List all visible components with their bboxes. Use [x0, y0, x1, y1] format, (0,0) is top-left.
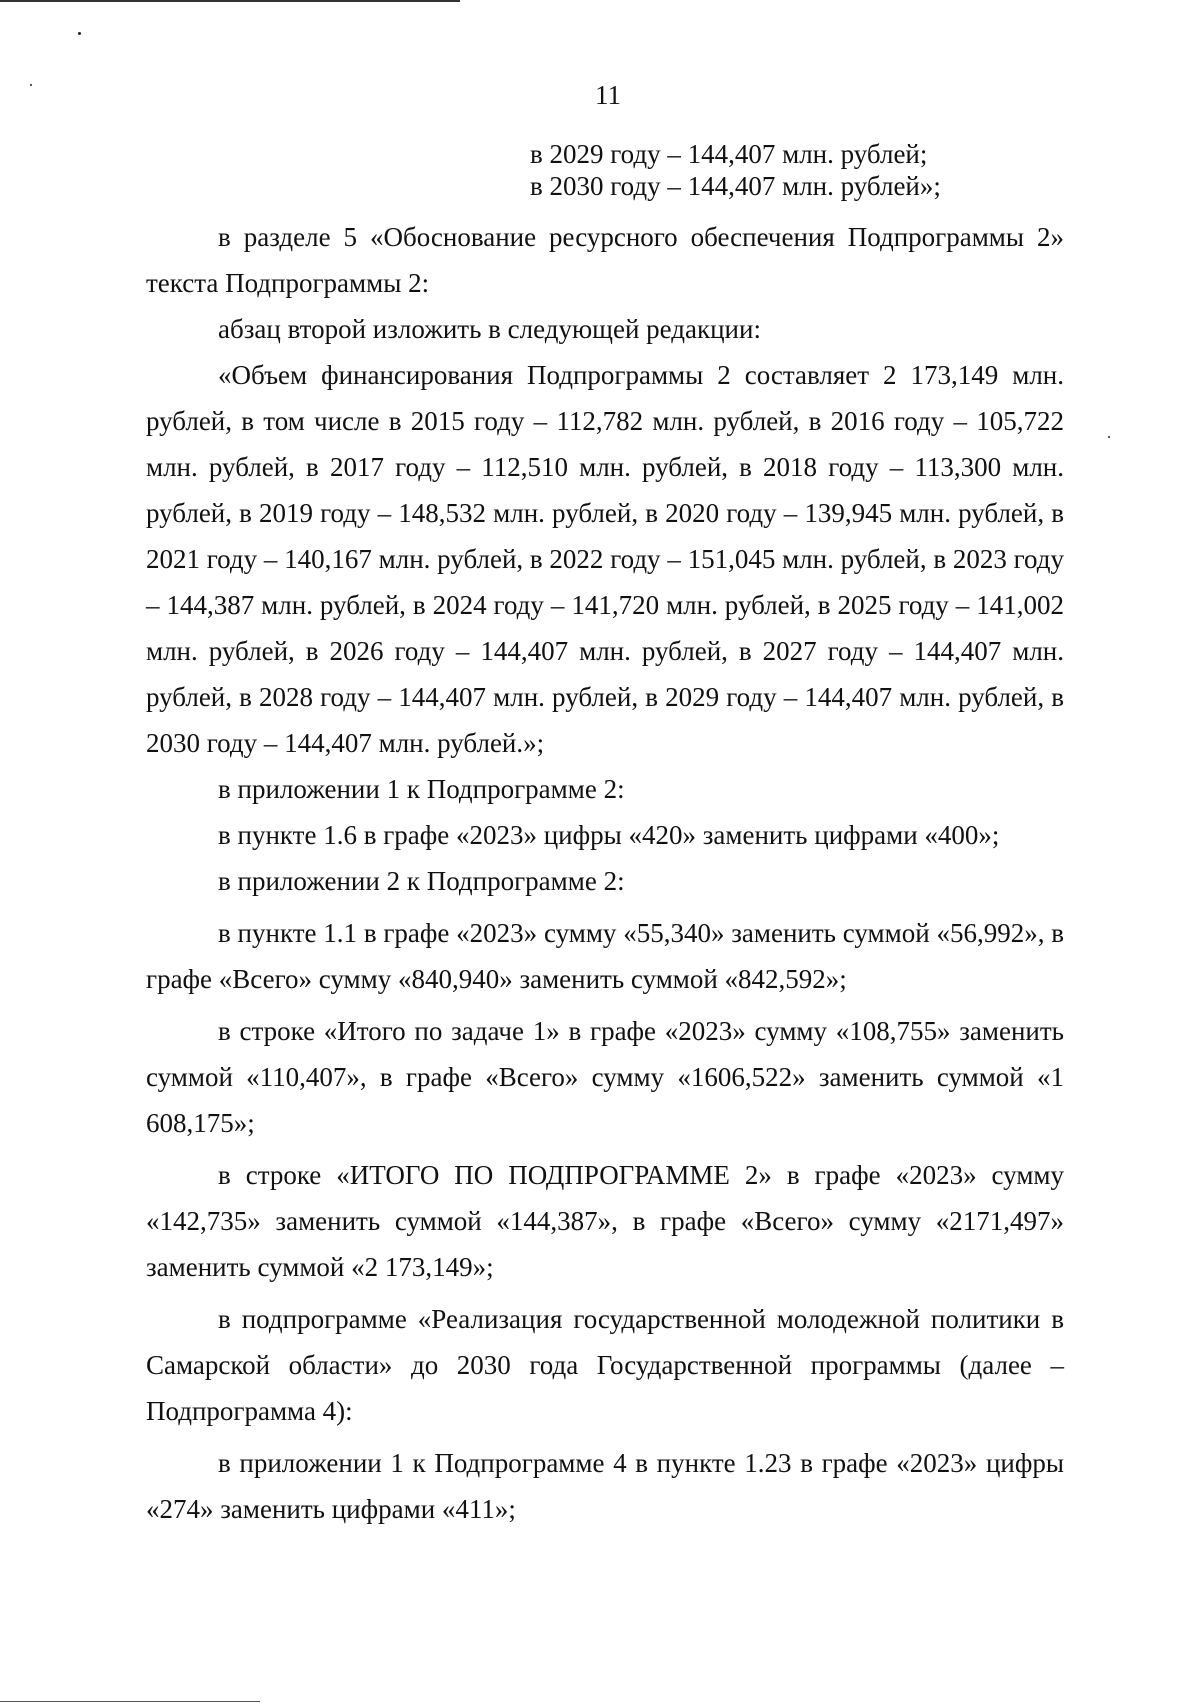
paragraph-subprogram-2-total: в строке «ИТОГО ПО ПОДПРОГРАММЕ 2» в графе «2023» сумму «142,735» заменить суммой «144,387», в графе «Всего» сумму «2171,497» заменить суммой «2 173,149»; [146, 1160, 1064, 1282]
paragraph-instruction: абзац второй изложить в следующей редакции: [218, 314, 761, 344]
paragraph-subprogram-4-intro: в подпрограмме «Реализация государственной молодежной политики в Самарской области» до 2030 года Государственной программы (далее – Подпрограмма 4): [146, 1304, 1064, 1426]
paragraph-appendix-1-intro: в приложении 1 к Подпрограмме 2: [218, 774, 625, 804]
paragraph-financing-volume: «Объем финансирования Подпрограммы 2 составляет 2 173,149 млн. рублей, в том числе в 2015 году – 112,782 млн. рублей, в 2016 году – 105,722 млн. рублей, в 2017 году – 112,510 млн. рублей, в 2018 году – 113,300 млн. рублей, в 2019 году – 148,532 млн. рублей, в 2020 году – 139,945 млн. рублей, в 2021 году – 140,167 млн. рублей, в 2022 году – 151,045 млн. рублей, в 2023 году – 144,387 млн. рублей, в 2024 году – 141,720 млн. рублей, в 2025 году – 141,002 млн. рублей, в 2026 году – 144,407 млн. рублей, в 2027 году – 144,407 млн. рублей, в 2028 году – 144,407 млн. рублей, в 2029 году – 144,407 млн. рублей, в 2030 году – 144,407 млн. рублей.»; [146, 360, 1064, 758]
paragraph-item-1-1: в пункте 1.1 в графе «2023» сумму «55,340» заменить суммой «56,992», в графе «Всего» сумму «840,940» заменить суммой «842,592»; [146, 918, 1064, 994]
scan-edge-bottom [0, 1701, 260, 1702]
financing-line: в 2029 году – 144,407 млн. рублей; [530, 139, 928, 169]
scan-speck [78, 32, 81, 35]
paragraph-section-5-intro: в разделе 5 «Обоснование ресурсного обеспечения Подпрограммы 2» текста Подпрограммы 2: [146, 222, 1064, 298]
scan-speck [1108, 436, 1110, 438]
financing-lines [146, 138, 1064, 202]
document-body [146, 138, 1064, 1532]
scan-edge-top [0, 0, 460, 2]
paragraph-item-1-6: в пункте 1.6 в графе «2023» цифры «420» заменить цифрами «400»; [218, 820, 1000, 850]
page-number: 11 [595, 80, 621, 110]
paragraph-appendix-2-intro: в приложении 2 к Подпрограмме 2: [218, 866, 625, 896]
financing-line: в 2030 году – 144,407 млн. рублей»; [530, 171, 941, 201]
paragraph-item-1-23: в приложении 1 к Подпрограмме 4 в пункте 1.23 в графе «2023» цифры «274» заменить цифрами «411»; [146, 1448, 1064, 1524]
paragraph-task-1-total: в строке «Итого по задаче 1» в графе «2023» сумму «108,755» заменить суммой «110,407», в графе «Всего» сумму «1606,522» заменить суммой «1 608,175»; [146, 1016, 1064, 1138]
